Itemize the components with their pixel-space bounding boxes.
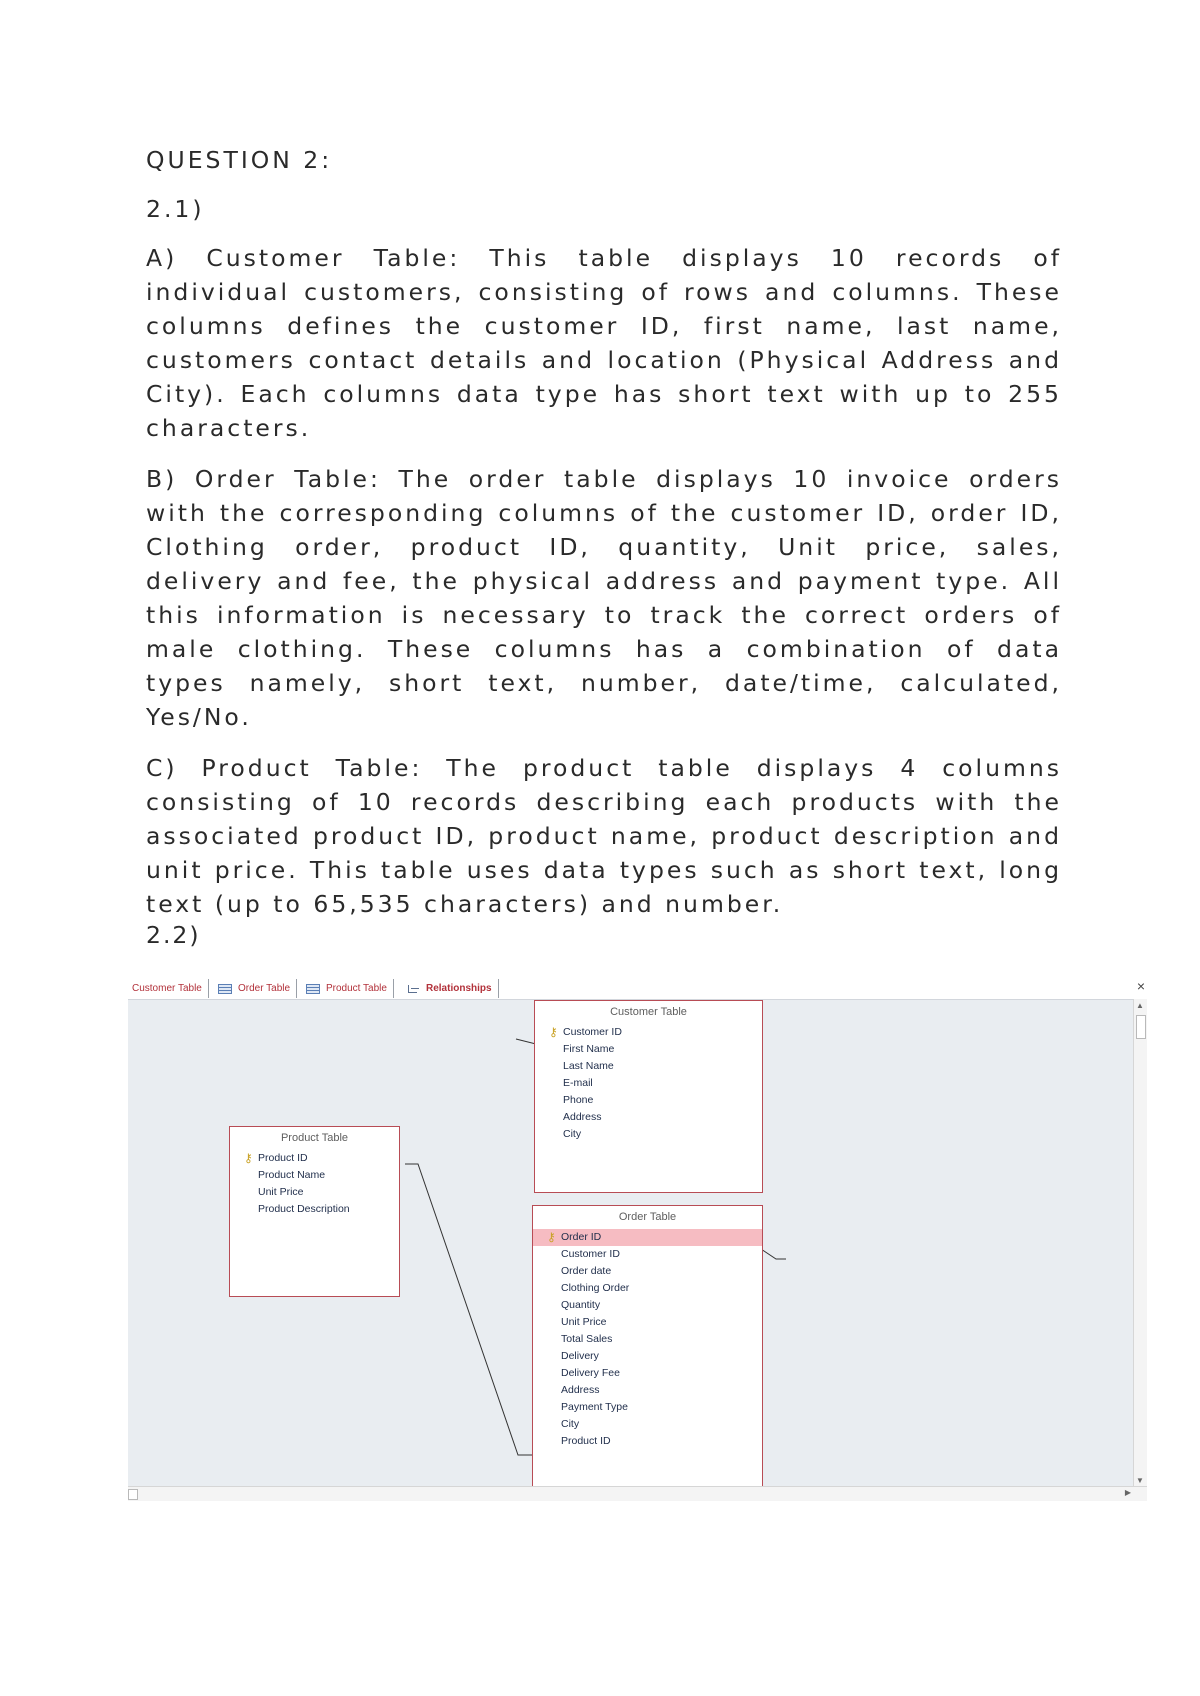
tab-label: Product Table [326,983,387,994]
field-label: City [561,1418,580,1430]
field-row[interactable] [535,1126,762,1143]
field-row[interactable] [535,1024,762,1041]
field-label: Clothing Order [561,1282,630,1294]
horizontal-scrollbar[interactable] [128,1486,1147,1501]
field-label: Payment Type [561,1401,628,1413]
field-label: Product Description [258,1203,350,1215]
customer-table-box[interactable] [534,1000,763,1193]
field-row[interactable] [230,1167,399,1184]
field-row[interactable] [533,1314,762,1331]
paragraph-order-table: B) Order Table: The order table displays 10 invoice orders with the corresponding columns of the customer ID, order ID, Clothing order, product ID, quantity, Unit price, sales, delivery and fee, the physical address and payment type. All this information is necessary to track the correct orders of male clothing. These columns has a combination of data types namely, short text, number, date/time, calculated, Yes/No. [146,465,1062,731]
customer-table-title: Customer Table [610,1006,687,1018]
field-label: Quantity [561,1299,601,1311]
primary-key-icon: ⚷ [244,1151,253,1165]
paragraph-customer-table: A) Customer Table: This table displays 10 records of individual customers, consisting of rows and columns. These columns defines the customer ID, first name, last name, customers contact details and location (Physical Address and City). Each columns data type has short text with up to 255 characters. [146,244,1062,442]
order-table-title: Order Table [618,1211,677,1223]
field-label: Product Name [258,1169,326,1181]
section-2-1-label: 2.1) [146,195,205,223]
field-row[interactable] [535,1058,762,1075]
primary-key-icon: ⚷ [549,1025,558,1039]
field-label: E-mail [563,1077,593,1089]
section-2-2-label: 2.2) [146,921,201,949]
relationships-screenshot [128,977,1147,1501]
primary-key-icon: ⚷ [547,1230,556,1244]
field-row[interactable] [230,1150,399,1167]
field-row[interactable] [533,1246,762,1263]
field-row[interactable] [533,1382,762,1399]
field-label: Product ID [258,1152,308,1164]
field-label: Delivery [561,1350,599,1362]
field-row[interactable] [230,1184,399,1201]
field-row[interactable] [533,1280,762,1297]
product-table-box[interactable] [229,1126,400,1297]
field-row[interactable] [533,1365,762,1382]
field-label: Address [561,1384,600,1396]
tab-label: Relationships [426,983,492,994]
field-row[interactable] [533,1399,762,1416]
field-label: Order date [561,1265,612,1277]
field-label: Customer ID [561,1248,620,1260]
paragraph-product-table: C) Product Table: The product table displays 4 columns consisting of 10 records describing each products with the associated product ID, product name, product description and unit price. This table uses data types such as short text, long text (up to 65,535 characters) and number. [146,754,1062,918]
field-label: City [563,1128,582,1140]
scroll-thumb[interactable] [1136,1015,1146,1039]
relationship-line-order-right [761,1249,786,1259]
field-row[interactable] [533,1297,762,1314]
field-row[interactable] [230,1201,399,1218]
field-row[interactable] [535,1109,762,1126]
field-label: First Name [563,1043,615,1055]
field-label: Product ID [561,1435,611,1447]
field-row-selected[interactable] [533,1229,762,1246]
question-heading: QUESTION 2: [146,146,333,174]
field-row[interactable] [533,1416,762,1433]
vertical-scrollbar[interactable] [1133,999,1147,1487]
field-label: Phone [563,1094,594,1106]
field-row[interactable] [535,1075,762,1092]
field-label: Last Name [563,1060,614,1072]
relationship-line-product-order [405,1164,533,1455]
field-row[interactable] [533,1263,762,1280]
field-label: Unit Price [258,1186,304,1198]
field-row[interactable] [533,1348,762,1365]
field-row[interactable] [535,1092,762,1109]
field-label: Customer ID [563,1026,622,1038]
field-label: Unit Price [561,1316,607,1328]
scroll-up-icon[interactable]: ▲ [1136,1001,1144,1010]
field-row[interactable] [533,1433,762,1450]
relationship-line-customer-order [516,1039,536,1051]
document-body [146,143,1062,938]
scroll-down-icon[interactable]: ▼ [1136,1476,1144,1485]
scroll-right-icon[interactable]: ▶ [1124,1488,1131,1497]
scroll-thumb[interactable] [128,1489,138,1500]
product-table-title: Product Table [280,1132,349,1144]
field-row[interactable] [535,1041,762,1058]
tab-label: Order Table [238,983,291,994]
field-label: Delivery Fee [561,1367,620,1379]
field-label: Address [563,1111,602,1123]
field-label: Order ID [561,1231,602,1243]
field-label: Total Sales [561,1333,613,1345]
order-table-box[interactable] [532,1205,763,1487]
tab-label: Customer Table [132,983,202,994]
field-row[interactable] [533,1331,762,1348]
close-icon[interactable]: × [1136,978,1145,994]
